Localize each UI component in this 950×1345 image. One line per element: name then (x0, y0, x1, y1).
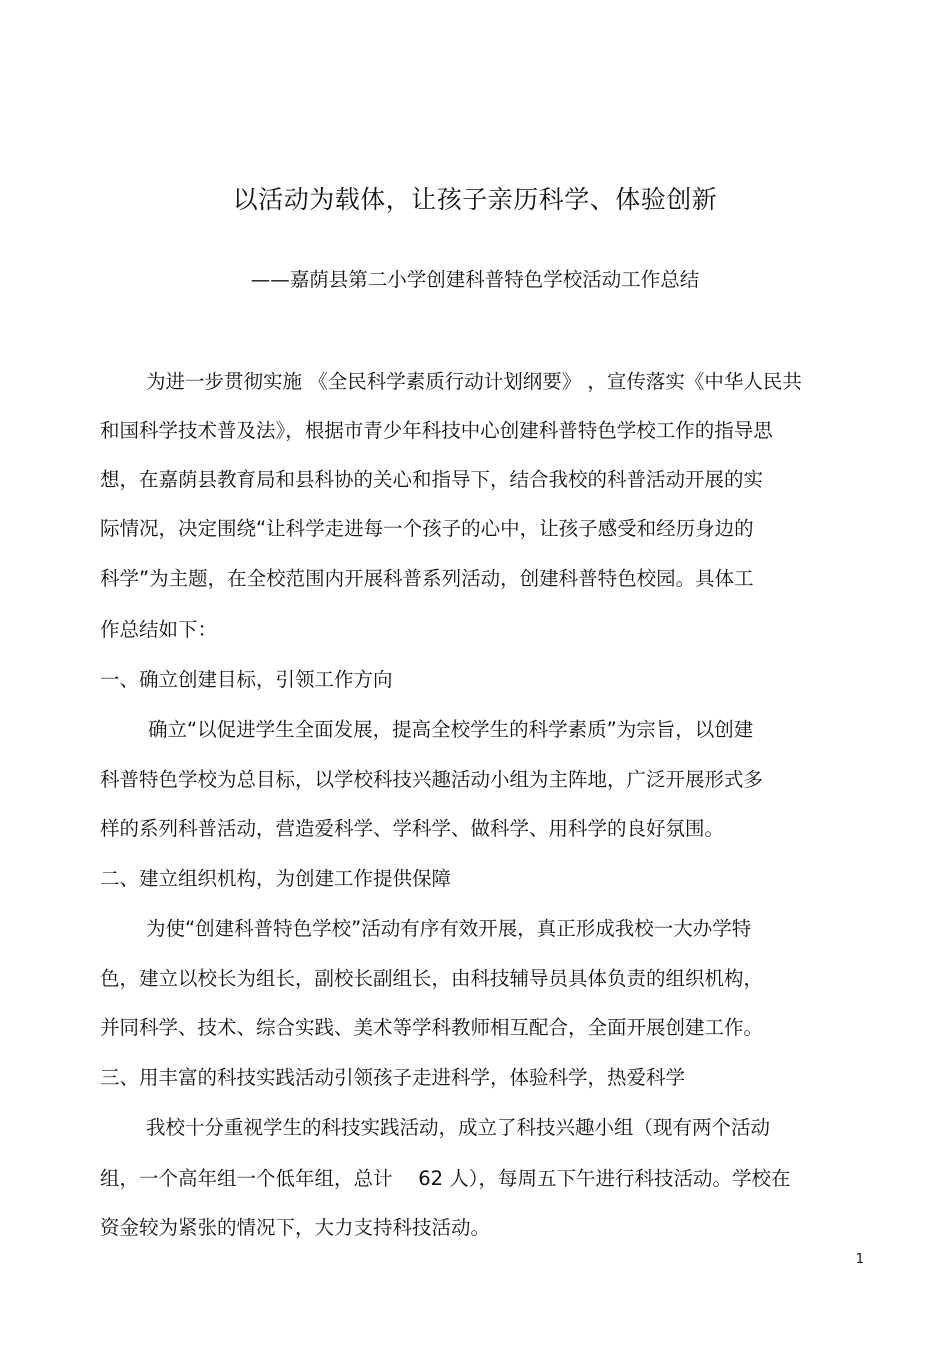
section-line: 资金较为紧张的情况下，大力支持科技活动。 (100, 1216, 491, 1239)
intro-line: 为进一步贯彻实施 《全民科学素质行动计划纲要》 ，宣传落实《中华人民共 (146, 370, 802, 393)
document-subtitle: ——嘉荫县第二小学创建科普特色学校活动工作总结 (250, 268, 700, 291)
section-line: 为使“创建科普特色学校”活动有序有效开展，真正形成我校一大办学特 (146, 917, 752, 940)
intro-line: 想，在嘉荫县教育局和县科协的关心和指导下，结合我校的科普活动开展的实 (100, 468, 764, 491)
intro-line: 际情况，决定围绕“让科学走进每一个孩子的心中，让孩子感受和经历身边的 (100, 517, 754, 540)
document-title: 以活动为载体，让孩子亲历科学、体验创新 (232, 185, 718, 214)
section-heading: 一、确立创建目标，引领工作方向 (100, 668, 393, 691)
page-number: 1 (855, 1252, 864, 1267)
section-line: 科普特色学校为总目标，以学校科技兴趣活动小组为主阵地，广泛开展形式多 (100, 768, 764, 791)
section-heading: 三、用丰富的科技实践活动引领孩子走进科学，体验科学，热爱科学 (100, 1066, 686, 1089)
section-line: 并同科学、技术、综合实践、美术等学科教师相互配合，全面开展创建工作。 (100, 1016, 764, 1039)
intro-line: 科学”为主题，在全校范围内开展科普系列活动，创建科普特色校园。具体工 (100, 567, 754, 590)
intro-line: 作总结如下： (100, 618, 218, 641)
section-line: 我校十分重视学生的科技实践活动，成立了科技兴趣小组（现有两个活动 (146, 1116, 771, 1139)
section-line: 组，一个高年组一个低年组，总计 62 人），每周五下午进行科技活动。学校在 (100, 1167, 791, 1190)
section-line: 色，建立以校长为组长，副校长副组长，由科技辅导员具体负责的组织机构， (100, 967, 764, 990)
section-line: 确立“以促进学生全面发展，提高全校学生的科学素质”为宗旨，以创建 (148, 718, 754, 741)
intro-line: 和国科学技术普及法》，根据市青少年科技中心创建科普特色学校工作的指导思 (100, 419, 773, 442)
section-line: 样的系列科普活动，营造爱科学、学科学、做科学、用科学的良好氛围。 (100, 817, 725, 840)
section-heading: 二、建立组织机构，为创建工作提供保障 (100, 867, 452, 890)
